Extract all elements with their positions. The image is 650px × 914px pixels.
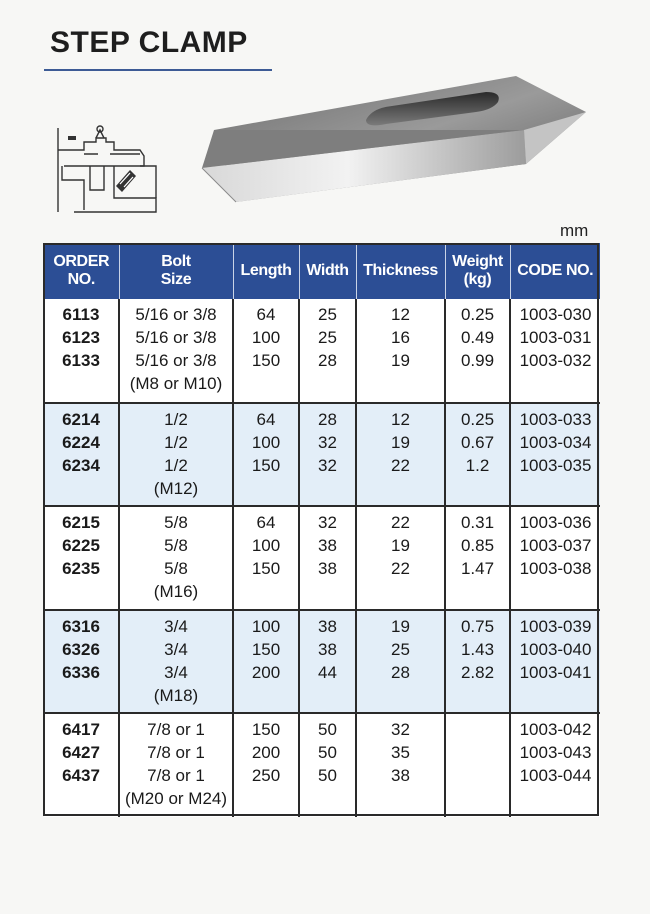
title-underline — [44, 69, 272, 71]
weight-cell: 0.25 0.49 0.99 — [445, 299, 510, 403]
code-no-cell: 1003-030 1003-031 1003-032 — [510, 299, 600, 403]
header-bolt-size: Bolt Size — [119, 243, 233, 299]
order-no-cell: 6113 6123 6133 — [44, 299, 119, 403]
code-no-cell: 1003-033 1003-034 1003-035 — [510, 403, 600, 507]
length-cell: 64 100 150 — [233, 403, 299, 507]
code-no-cell: 1003-039 1003-040 1003-041 — [510, 610, 600, 714]
width-cell: 25 25 28 — [299, 299, 356, 403]
thickness-cell: 22 19 22 — [356, 506, 445, 610]
order-no-cell: 6417 6427 6437 — [44, 713, 119, 817]
thickness-cell: 32 35 38 — [356, 713, 445, 817]
code-no-cell: 1003-042 1003-043 1003-044 — [510, 713, 600, 817]
table-group — [44, 299, 600, 403]
bolt-size-cell: 5/8 5/8 5/8 (M16) — [119, 506, 233, 610]
table-group — [44, 403, 600, 507]
bolt-size-cell: 5/16 or 3/8 5/16 or 3/8 5/16 or 3/8 (M8 or M10) — [119, 299, 233, 403]
header-code-no: CODE NO. — [510, 243, 600, 299]
table-group — [44, 713, 600, 817]
width-cell: 38 38 44 — [299, 610, 356, 714]
order-no-cell: 6316 6326 6336 — [44, 610, 119, 714]
step-clamp-photo — [196, 72, 606, 212]
thickness-cell: 12 16 19 — [356, 299, 445, 403]
table-group — [44, 610, 600, 714]
width-cell: 28 32 32 — [299, 403, 356, 507]
order-no-cell: 6214 6224 6234 — [44, 403, 119, 507]
thickness-cell: 12 19 22 — [356, 403, 445, 507]
length-cell: 100 150 200 — [233, 610, 299, 714]
header-width: Width — [299, 243, 356, 299]
weight-cell — [445, 713, 510, 817]
table-group — [44, 506, 600, 610]
length-cell: 150 200 250 — [233, 713, 299, 817]
code-no-cell: 1003-036 1003-037 1003-038 — [510, 506, 600, 610]
order-no-cell: 6215 6225 6235 — [44, 506, 119, 610]
length-cell: 64 100 150 — [233, 506, 299, 610]
step-clamp-spec-table — [44, 243, 600, 817]
bolt-size-cell: 1/2 1/2 1/2 (M12) — [119, 403, 233, 507]
header-order-no: ORDER NO. — [44, 243, 119, 299]
weight-cell: 0.25 0.67 1.2 — [445, 403, 510, 507]
header-length: Length — [233, 243, 299, 299]
table-header-row — [44, 243, 600, 299]
weight-cell: 0.31 0.85 1.47 — [445, 506, 510, 610]
weight-cell: 0.75 1.43 2.82 — [445, 610, 510, 714]
length-cell: 64 100 150 — [233, 299, 299, 403]
header-weight: Weight (kg) — [445, 243, 510, 299]
bolt-size-cell: 7/8 or 1 7/8 or 1 7/8 or 1 (M20 or M24) — [119, 713, 233, 817]
width-cell: 32 38 38 — [299, 506, 356, 610]
clamp-setup-sketch — [44, 120, 164, 220]
thickness-cell: 19 25 28 — [356, 610, 445, 714]
unit-label: mm — [560, 221, 589, 240]
bolt-size-cell: 3/4 3/4 3/4 (M18) — [119, 610, 233, 714]
page-title: STEP CLAMP — [50, 26, 248, 59]
width-cell: 50 50 50 — [299, 713, 356, 817]
header-thickness: Thickness — [356, 243, 445, 299]
